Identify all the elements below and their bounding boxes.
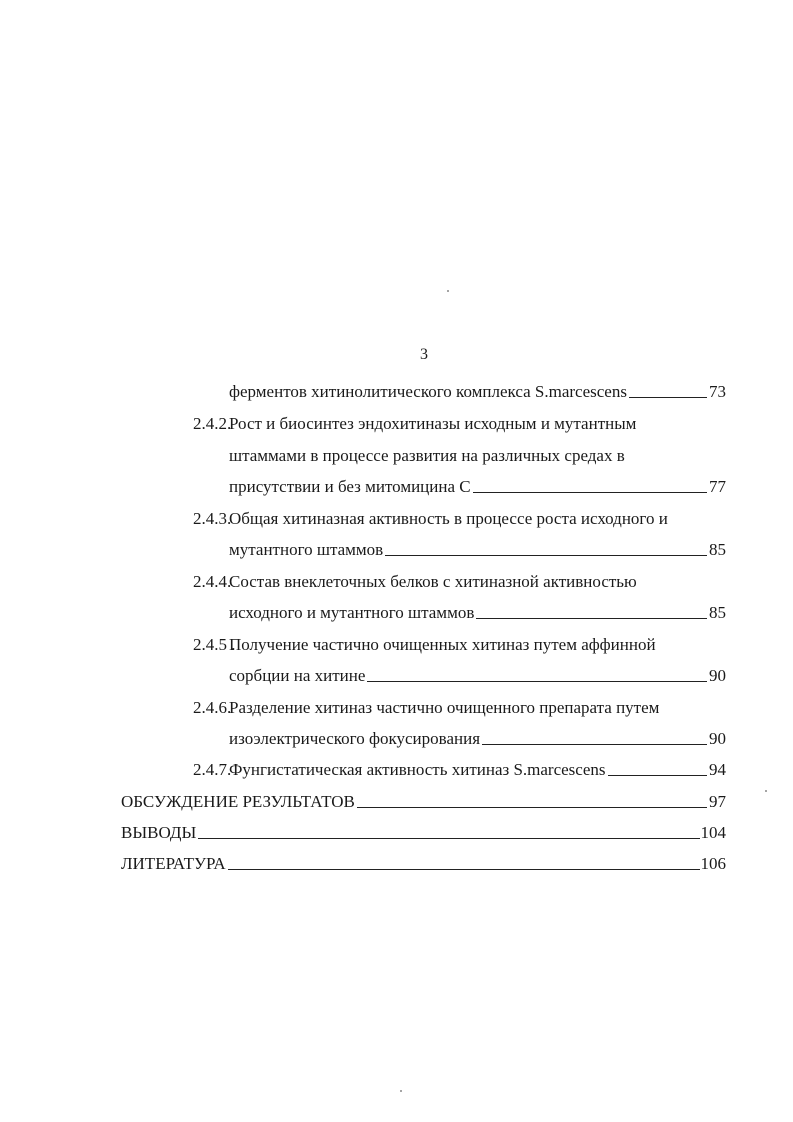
leader-line — [385, 555, 707, 556]
toc-entry-number: 2.4.6. — [193, 698, 232, 717]
toc-entry-page: 97 — [709, 792, 726, 811]
toc-entry-page: 77 — [709, 477, 726, 496]
toc-entry-number: 2.4.4. — [193, 572, 232, 591]
toc-entry-literature — [121, 852, 726, 874]
toc-entry-text: сорбции на хитине — [229, 666, 366, 685]
leader-line — [367, 681, 707, 682]
toc-entry-text: мутантного штаммов — [229, 540, 384, 559]
scan-speck — [447, 290, 449, 292]
toc-entry-page: 85 — [709, 540, 726, 559]
page-number: 3 — [420, 346, 428, 363]
toc-entry-continuation — [229, 664, 726, 686]
toc-entry-continuation — [229, 601, 726, 623]
leader-line — [482, 744, 707, 745]
leader-line — [357, 807, 707, 808]
toc-entry-continuation — [229, 727, 726, 749]
toc-entry-conclusions — [121, 821, 726, 843]
toc-entry-continuation — [229, 538, 726, 560]
toc-entry-text: изоэлектрического фокусирования — [229, 729, 481, 748]
toc-entry — [229, 380, 726, 402]
toc-entry — [193, 696, 659, 718]
toc-entry-page: 106 — [700, 854, 726, 873]
leader-line — [473, 492, 707, 493]
toc-entry-page: 90 — [709, 729, 726, 748]
toc-entry-page: 94 — [709, 760, 726, 779]
toc-entry-text: Рост и биосинтез эндохитиназы исходным и мутантным — [229, 414, 637, 433]
toc-entry-text: исходного и мутантного штаммов — [229, 603, 475, 622]
toc-entry — [193, 570, 637, 592]
toc-entry-continuation — [229, 444, 625, 466]
toc-entry-text: Фунгистатическая активность хитиназ S.marcescens — [229, 760, 606, 779]
toc-entry-text: ферментов хитинолитического комплекса S.marcescens — [229, 382, 627, 401]
toc-entry-text: Общая хитиназная активность в процессе роста исходного и — [229, 509, 668, 528]
scan-speck — [765, 790, 767, 792]
toc-entry-text: присутствии и без митомицина С — [229, 477, 471, 496]
toc-entry-page: 104 — [700, 823, 726, 842]
toc-entry-text: ЛИТЕРАТУРА — [121, 854, 226, 873]
toc-entry — [193, 507, 668, 529]
toc-entry-page: 73 — [709, 382, 726, 401]
toc-entry-text: ВЫВОДЫ — [121, 823, 197, 842]
toc-entry-text: Состав внеклеточных белков с хитиназной активностью — [229, 572, 637, 591]
toc-entry — [193, 633, 656, 655]
toc-entry-number: 2.4.7. — [193, 760, 232, 779]
toc-entry — [193, 758, 726, 780]
toc-entry-page: 85 — [709, 603, 726, 622]
toc-entry — [193, 412, 636, 434]
toc-entry-text: Разделение хитиназ частично очищенного препарата путем — [229, 698, 660, 717]
toc-entry-number: 2.4.3. — [193, 509, 232, 528]
toc-entry-text: Получение частично очищенных хитиназ путем аффинной — [229, 635, 656, 654]
toc-entry-text: штаммами в процессе развития на различных средах в — [229, 446, 625, 465]
toc-entry-text: ОБСУЖДЕНИЕ РЕЗУЛЬТАТОВ — [121, 792, 355, 811]
leader-line — [608, 775, 707, 776]
toc-entry-discussion — [121, 790, 726, 812]
leader-line — [629, 397, 707, 398]
scan-speck — [400, 1090, 402, 1092]
leader-line — [476, 618, 707, 619]
leader-line — [228, 869, 700, 870]
toc-entry-number: 2.4.5 . — [193, 635, 236, 654]
leader-line — [198, 838, 699, 839]
toc-entry-number: 2.4.2. — [193, 414, 232, 433]
toc-entry-page: 90 — [709, 666, 726, 685]
toc-entry-continuation — [229, 475, 726, 497]
